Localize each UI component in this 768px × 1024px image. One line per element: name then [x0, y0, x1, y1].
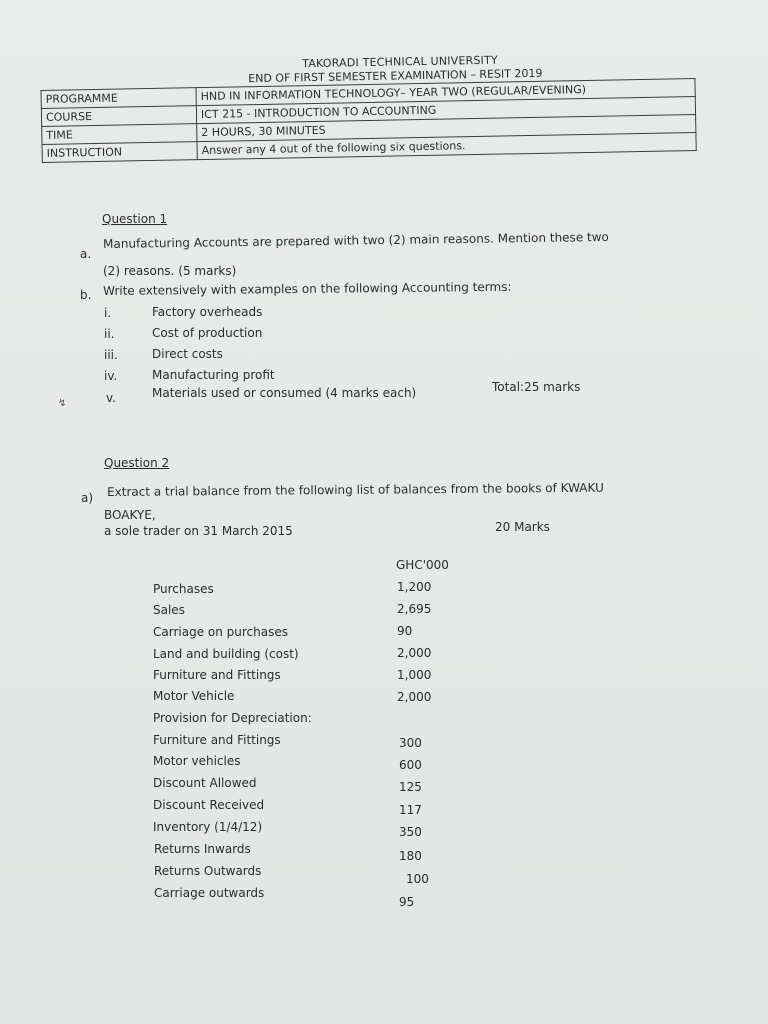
q2-marks: 20 Marks — [495, 520, 550, 534]
balance-value: 100 — [406, 872, 429, 886]
balance-section-label: Provision for Depreciation: — [153, 711, 312, 725]
balance-label: Purchases — [153, 582, 214, 596]
q2-part-a-label: a) — [81, 491, 94, 505]
q1-item-num: i. — [104, 306, 112, 320]
balance-value: 1,000 — [397, 668, 432, 682]
q1-part-a-label: a. — [80, 247, 92, 261]
balance-value: 2,000 — [397, 690, 432, 704]
check-mark-icon: ↯ — [58, 398, 67, 409]
q1-item-text: Manufacturing profit — [152, 368, 275, 382]
balance-label: Returns Outwards — [154, 864, 262, 878]
balance-label: Motor Vehicle — [153, 689, 235, 703]
q1-part-b-text: Write extensively with examples on the following Accounting terms: — [103, 279, 512, 298]
q1-item-num: v. — [106, 391, 116, 405]
balance-label: Motor vehicles — [153, 754, 241, 768]
q1-item-num: ii. — [104, 327, 115, 341]
q1-part-a-line2: (2) reasons. (5 marks) — [103, 264, 237, 278]
info-value: ICT 215 - INTRODUCTION TO ACCOUNTING — [196, 96, 695, 123]
balance-value: 600 — [399, 758, 422, 772]
question-1-title: Question 1 — [102, 212, 168, 226]
exam-title: END OF FIRST SEMESTER EXAMINATION – RESIT 2019 — [248, 66, 543, 86]
question-2-title: Question 2 — [104, 456, 170, 470]
balance-label: Inventory (1/4/12) — [153, 820, 263, 834]
q2-part-a-line2: BOAKYE, — [104, 508, 156, 522]
q1-part-b-label: b. — [80, 288, 92, 302]
balance-value: 90 — [397, 624, 413, 638]
info-label: COURSE — [41, 106, 196, 127]
q1-item-num: iii. — [104, 348, 118, 362]
q1-part-a-line1: Manufacturing Accounts are prepared with two (2) main reasons. Mention these two — [103, 229, 609, 251]
q1-item-num: iv. — [104, 369, 118, 383]
balance-label: Returns Inwards — [154, 842, 251, 856]
balance-value: 180 — [399, 849, 422, 863]
balance-label: Sales — [153, 603, 185, 617]
balance-label: Furniture and Fittings — [153, 668, 281, 682]
balance-value: 95 — [399, 895, 415, 909]
balance-value: 300 — [399, 736, 422, 750]
currency-header: GHC'000 — [396, 558, 449, 572]
university-name: TAKORADI TECHNICAL UNIVERSITY — [302, 53, 498, 71]
q1-item-text: Cost of production — [152, 326, 263, 340]
info-label: TIME — [42, 124, 197, 145]
balance-label: Land and building (cost) — [153, 647, 299, 661]
balance-label: Carriage on purchases — [153, 625, 288, 639]
q1-item-text: Materials used or consumed (4 marks each) — [152, 386, 417, 400]
info-value: 2 HOURS, 30 MINUTES — [197, 114, 696, 141]
info-label: PROGRAMME — [41, 88, 196, 109]
balance-label: Furniture and Fittings — [153, 733, 281, 747]
balance-label: Discount Received — [153, 798, 265, 812]
q2-part-a-line1: Extract a trial balance from the following list of balances from the books of KWAKU — [107, 480, 604, 499]
balance-label: Carriage outwards — [154, 886, 265, 900]
q1-item-text: Direct costs — [152, 347, 223, 361]
balance-value: 1,200 — [397, 580, 432, 594]
balance-value: 125 — [399, 780, 422, 794]
q1-total-marks: Total:25 marks — [492, 380, 581, 394]
info-label: INSTRUCTION — [42, 142, 197, 163]
balance-value: 350 — [399, 825, 422, 839]
balance-value: 117 — [399, 803, 422, 817]
balance-label: Discount Allowed — [153, 776, 257, 790]
q2-part-a-line3: a sole trader on 31 March 2015 — [104, 524, 293, 538]
balance-value: 2,000 — [397, 646, 432, 660]
info-value: HND IN INFORMATION TECHNOLOGY– YEAR TWO (REGULAR/EVENING) — [196, 79, 695, 106]
info-value: Answer any 4 out of the following six questions. — [197, 132, 696, 159]
balance-value: 2,695 — [397, 602, 432, 616]
q1-item-text: Factory overheads — [152, 305, 263, 319]
